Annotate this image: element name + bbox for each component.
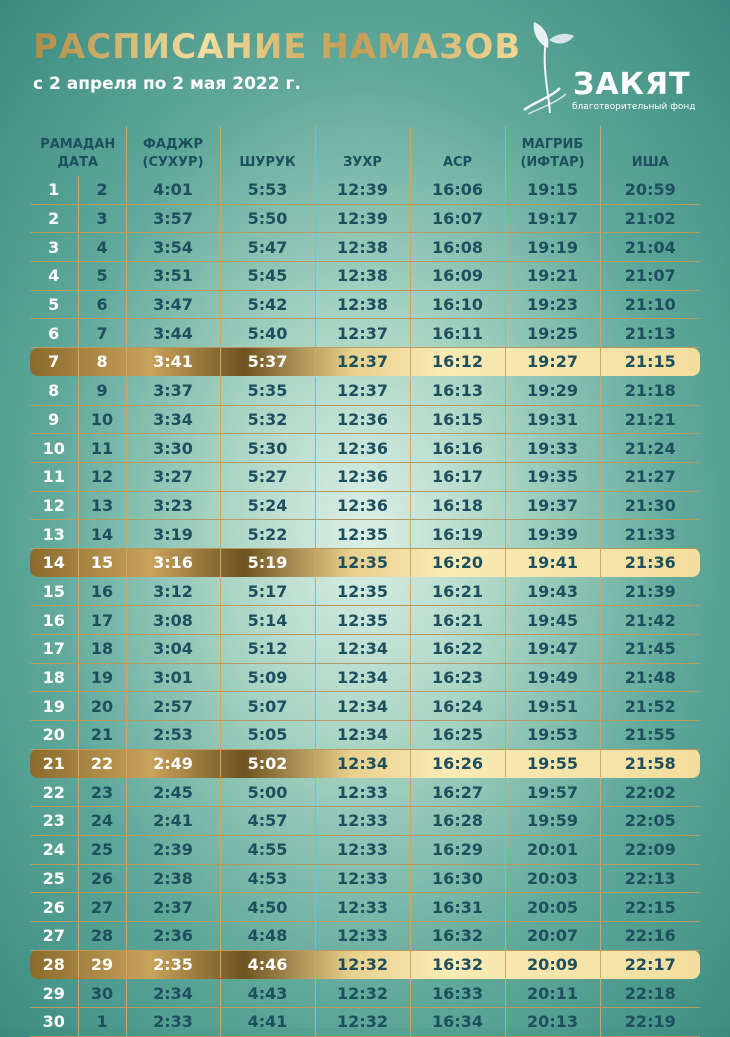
cell-zuhr: 12:33 bbox=[315, 921, 410, 950]
cell-zuhr: 12:36 bbox=[315, 434, 410, 463]
cell-fajr: 2:39 bbox=[126, 835, 220, 864]
cell-ramadan: 4 bbox=[30, 262, 78, 291]
cell-fajr: 3:12 bbox=[126, 577, 220, 606]
cell-shuruk: 4:43 bbox=[220, 979, 315, 1008]
cell-fajr: 3:44 bbox=[126, 319, 220, 348]
cell-shuruk: 5:02 bbox=[220, 749, 315, 778]
cell-shuruk: 5:22 bbox=[220, 520, 315, 549]
cell-shuruk: 5:09 bbox=[220, 663, 315, 692]
cell-ramadan: 17 bbox=[30, 635, 78, 664]
cell-ramadan: 1 bbox=[30, 176, 78, 204]
table-row bbox=[30, 319, 700, 348]
cell-shuruk: 5:14 bbox=[220, 606, 315, 635]
cell-date: 22 bbox=[78, 749, 126, 778]
cell-date: 6 bbox=[78, 290, 126, 319]
cell-ramadan: 12 bbox=[30, 491, 78, 520]
cell-zuhr: 12:34 bbox=[315, 692, 410, 721]
cell-isha: 21:24 bbox=[600, 434, 700, 463]
cell-shuruk: 5:12 bbox=[220, 635, 315, 664]
cell-date: 4 bbox=[78, 233, 126, 262]
cell-fajr: 2:41 bbox=[126, 807, 220, 836]
cell-isha: 21:55 bbox=[600, 721, 700, 750]
cell-zuhr: 12:32 bbox=[315, 979, 410, 1008]
cell-asr: 16:32 bbox=[410, 950, 505, 979]
cell-zuhr: 12:35 bbox=[315, 577, 410, 606]
cell-zuhr: 12:35 bbox=[315, 520, 410, 549]
cell-asr: 16:33 bbox=[410, 979, 505, 1008]
table-body bbox=[30, 176, 700, 1036]
cell-isha: 22:05 bbox=[600, 807, 700, 836]
cell-zuhr: 12:38 bbox=[315, 290, 410, 319]
cell-asr: 16:11 bbox=[410, 319, 505, 348]
cell-ramadan: 5 bbox=[30, 290, 78, 319]
cell-zuhr: 12:39 bbox=[315, 204, 410, 233]
table-row bbox=[30, 721, 700, 750]
cell-date: 8 bbox=[78, 348, 126, 377]
cell-isha: 21:27 bbox=[600, 462, 700, 491]
table-row bbox=[30, 893, 700, 922]
cell-fajr: 2:53 bbox=[126, 721, 220, 750]
cell-isha: 20:59 bbox=[600, 176, 700, 204]
cell-shuruk: 5:50 bbox=[220, 204, 315, 233]
cell-asr: 16:31 bbox=[410, 893, 505, 922]
cell-fajr: 3:08 bbox=[126, 606, 220, 635]
header-shuruk: ШУРУК bbox=[220, 126, 315, 176]
cell-date: 18 bbox=[78, 635, 126, 664]
date-range-subtitle: с 2 апреля по 2 мая 2022 г. bbox=[33, 74, 301, 94]
cell-ramadan: 26 bbox=[30, 893, 78, 922]
header-isha: ИША bbox=[600, 126, 700, 176]
table-row bbox=[30, 663, 700, 692]
cell-zuhr: 12:32 bbox=[315, 1007, 410, 1036]
header-fajr: ФАДЖР (СУХУР) bbox=[126, 126, 220, 176]
cell-zuhr: 12:35 bbox=[315, 606, 410, 635]
cell-shuruk: 4:46 bbox=[220, 950, 315, 979]
table-row bbox=[30, 635, 700, 664]
cell-asr: 16:20 bbox=[410, 548, 505, 577]
cell-date: 12 bbox=[78, 462, 126, 491]
cell-date: 13 bbox=[78, 491, 126, 520]
cell-ramadan: 7 bbox=[48, 352, 60, 372]
cell-shuruk: 4:50 bbox=[220, 893, 315, 922]
cell-fajr: 3:04 bbox=[126, 635, 220, 664]
cell-asr: 16:07 bbox=[410, 204, 505, 233]
cell-asr: 16:21 bbox=[410, 606, 505, 635]
cell-ramadan: 29 bbox=[30, 979, 78, 1008]
cell-maghrib: 19:29 bbox=[505, 376, 600, 405]
cell-zuhr: 12:34 bbox=[315, 749, 410, 778]
cell-fajr: 2:57 bbox=[126, 692, 220, 721]
cell-date: 27 bbox=[78, 893, 126, 922]
cell-shuruk: 4:55 bbox=[220, 835, 315, 864]
cell-shuruk: 5:07 bbox=[220, 692, 315, 721]
cell-asr: 16:08 bbox=[410, 233, 505, 262]
cell-shuruk: 4:41 bbox=[220, 1007, 315, 1036]
cell-date: 23 bbox=[78, 778, 126, 807]
cell-date: 29 bbox=[78, 950, 126, 979]
zakyat-logo bbox=[520, 18, 710, 118]
cell-date: 9 bbox=[78, 376, 126, 405]
table-row bbox=[30, 692, 700, 721]
cell-zuhr: 12:34 bbox=[315, 663, 410, 692]
cell-maghrib: 20:09 bbox=[505, 950, 600, 979]
cell-zuhr: 12:32 bbox=[315, 950, 410, 979]
highlighted-table-row bbox=[30, 548, 700, 577]
cell-asr: 16:29 bbox=[410, 835, 505, 864]
cell-fajr: 3:19 bbox=[126, 520, 220, 549]
cell-isha: 22:15 bbox=[600, 893, 700, 922]
cell-maghrib: 19:25 bbox=[505, 319, 600, 348]
cell-isha: 21:10 bbox=[600, 290, 700, 319]
table-row bbox=[30, 1007, 700, 1036]
cell-date: 16 bbox=[78, 577, 126, 606]
cell-ramadan: 27 bbox=[30, 921, 78, 950]
cell-isha: 22:17 bbox=[600, 950, 700, 979]
table-row bbox=[30, 262, 700, 291]
header-zuhr: ЗУХР bbox=[315, 126, 410, 176]
table-row bbox=[30, 864, 700, 893]
cell-isha: 22:18 bbox=[600, 979, 700, 1008]
cell-zuhr: 12:35 bbox=[315, 548, 410, 577]
cell-isha: 21:52 bbox=[600, 692, 700, 721]
cell-zuhr: 12:36 bbox=[315, 405, 410, 434]
cell-maghrib: 19:41 bbox=[505, 548, 600, 577]
cell-maghrib: 19:17 bbox=[505, 204, 600, 233]
cell-date: 30 bbox=[78, 979, 126, 1008]
cell-ramadan: 22 bbox=[30, 778, 78, 807]
cell-isha: 22:19 bbox=[600, 1007, 700, 1036]
cell-isha: 22:09 bbox=[600, 835, 700, 864]
highlighted-table-row bbox=[30, 348, 700, 377]
cell-date: 17 bbox=[78, 606, 126, 635]
table-row bbox=[30, 462, 700, 491]
cell-date: 5 bbox=[78, 262, 126, 291]
cell-zuhr: 12:33 bbox=[315, 807, 410, 836]
cell-maghrib: 19:21 bbox=[505, 262, 600, 291]
cell-asr: 16:27 bbox=[410, 778, 505, 807]
cell-fajr: 2:33 bbox=[126, 1007, 220, 1036]
cell-isha: 21:30 bbox=[600, 491, 700, 520]
cell-zuhr: 12:39 bbox=[315, 176, 410, 204]
cell-isha: 21:15 bbox=[600, 348, 700, 377]
cell-shuruk: 5:35 bbox=[220, 376, 315, 405]
highlighted-table-row bbox=[30, 950, 700, 979]
cell-date: 21 bbox=[78, 721, 126, 750]
cell-fajr: 3:01 bbox=[126, 663, 220, 692]
cell-ramadan: 18 bbox=[30, 663, 78, 692]
cell-fajr: 3:30 bbox=[126, 434, 220, 463]
cell-zuhr: 12:37 bbox=[315, 376, 410, 405]
header-maghrib: МАГРИБ (ИФТАР) bbox=[505, 126, 600, 176]
cell-shuruk: 4:57 bbox=[220, 807, 315, 836]
cell-ramadan: 2 bbox=[30, 204, 78, 233]
cell-fajr: 3:16 bbox=[126, 548, 220, 577]
cell-isha: 21:36 bbox=[600, 548, 700, 577]
cell-shuruk: 5:42 bbox=[220, 290, 315, 319]
cell-shuruk: 5:17 bbox=[220, 577, 315, 606]
table-row bbox=[30, 434, 700, 463]
highlighted-table-row bbox=[30, 749, 700, 778]
cell-zuhr: 12:38 bbox=[315, 233, 410, 262]
cell-asr: 16:22 bbox=[410, 635, 505, 664]
cell-date: 15 bbox=[78, 548, 126, 577]
cell-ramadan: 9 bbox=[30, 405, 78, 434]
cell-fajr: 2:34 bbox=[126, 979, 220, 1008]
logo-tagline: благотворительный фонд bbox=[572, 102, 696, 112]
prayer-schedule-table bbox=[30, 126, 700, 1037]
cell-date: 25 bbox=[78, 835, 126, 864]
sprout-leaf-icon bbox=[520, 18, 580, 118]
cell-isha: 22:13 bbox=[600, 864, 700, 893]
cell-ramadan: 13 bbox=[30, 520, 78, 549]
cell-shuruk: 5:00 bbox=[220, 778, 315, 807]
cell-isha: 21:07 bbox=[600, 262, 700, 291]
table-row bbox=[30, 376, 700, 405]
cell-zuhr: 12:34 bbox=[315, 721, 410, 750]
cell-asr: 16:09 bbox=[410, 262, 505, 291]
cell-ramadan: 3 bbox=[30, 233, 78, 262]
cell-fajr: 3:47 bbox=[126, 290, 220, 319]
table-row bbox=[30, 979, 700, 1008]
page-title: РАСПИСАНИЕ НАМАЗОВ bbox=[33, 27, 522, 67]
cell-ramadan: 30 bbox=[30, 1007, 78, 1036]
cell-ramadan: 20 bbox=[30, 721, 78, 750]
cell-asr: 16:25 bbox=[410, 721, 505, 750]
cell-date: 19 bbox=[78, 663, 126, 692]
table-row bbox=[30, 577, 700, 606]
cell-zuhr: 12:38 bbox=[315, 262, 410, 291]
cell-asr: 16:17 bbox=[410, 462, 505, 491]
cell-maghrib: 19:55 bbox=[505, 749, 600, 778]
cell-asr: 16:28 bbox=[410, 807, 505, 836]
cell-maghrib: 19:31 bbox=[505, 405, 600, 434]
cell-shuruk: 5:40 bbox=[220, 319, 315, 348]
cell-maghrib: 19:59 bbox=[505, 807, 600, 836]
cell-asr: 16:15 bbox=[410, 405, 505, 434]
cell-ramadan: 21 bbox=[42, 754, 65, 774]
cell-zuhr: 12:36 bbox=[315, 462, 410, 491]
logo-name: ЗАКЯТ bbox=[573, 67, 691, 102]
cell-ramadan: 28 bbox=[42, 954, 65, 974]
cell-asr: 16:23 bbox=[410, 663, 505, 692]
cell-zuhr: 12:36 bbox=[315, 491, 410, 520]
cell-zuhr: 12:37 bbox=[315, 348, 410, 377]
cell-asr: 16:30 bbox=[410, 864, 505, 893]
cell-isha: 21:33 bbox=[600, 520, 700, 549]
cell-maghrib: 19:19 bbox=[505, 233, 600, 262]
table-header-row bbox=[30, 126, 700, 176]
cell-ramadan: 14 bbox=[42, 553, 65, 573]
cell-maghrib: 19:57 bbox=[505, 778, 600, 807]
cell-fajr: 3:51 bbox=[126, 262, 220, 291]
cell-maghrib: 20:13 bbox=[505, 1007, 600, 1036]
table-row bbox=[30, 204, 700, 233]
cell-fajr: 3:34 bbox=[126, 405, 220, 434]
cell-zuhr: 12:33 bbox=[315, 778, 410, 807]
cell-maghrib: 19:53 bbox=[505, 721, 600, 750]
cell-date: 7 bbox=[78, 319, 126, 348]
cell-isha: 21:48 bbox=[600, 663, 700, 692]
cell-shuruk: 5:19 bbox=[220, 548, 315, 577]
cell-maghrib: 20:07 bbox=[505, 921, 600, 950]
cell-asr: 16:19 bbox=[410, 520, 505, 549]
cell-asr: 16:21 bbox=[410, 577, 505, 606]
cell-zuhr: 12:33 bbox=[315, 893, 410, 922]
cell-isha: 22:02 bbox=[600, 778, 700, 807]
cell-ramadan: 8 bbox=[30, 376, 78, 405]
cell-zuhr: 12:33 bbox=[315, 835, 410, 864]
cell-maghrib: 19:15 bbox=[505, 176, 600, 204]
cell-isha: 22:16 bbox=[600, 921, 700, 950]
cell-ramadan: 24 bbox=[30, 835, 78, 864]
header-asr: АСР bbox=[410, 126, 505, 176]
cell-fajr: 2:35 bbox=[126, 950, 220, 979]
cell-maghrib: 20:03 bbox=[505, 864, 600, 893]
cell-date: 2 bbox=[78, 176, 126, 204]
cell-fajr: 2:37 bbox=[126, 893, 220, 922]
cell-ramadan: 10 bbox=[30, 434, 78, 463]
cell-maghrib: 19:33 bbox=[505, 434, 600, 463]
cell-maghrib: 19:45 bbox=[505, 606, 600, 635]
table-row bbox=[30, 520, 700, 549]
cell-fajr: 3:41 bbox=[126, 348, 220, 377]
cell-asr: 16:32 bbox=[410, 921, 505, 950]
table-row bbox=[30, 491, 700, 520]
cell-maghrib: 19:35 bbox=[505, 462, 600, 491]
table-row bbox=[30, 405, 700, 434]
cell-maghrib: 19:39 bbox=[505, 520, 600, 549]
header-ramadan: РАМАДАН bbox=[40, 137, 116, 152]
cell-fajr: 3:57 bbox=[126, 204, 220, 233]
cell-asr: 16:12 bbox=[410, 348, 505, 377]
cell-date: 11 bbox=[78, 434, 126, 463]
cell-fajr: 3:23 bbox=[126, 491, 220, 520]
cell-isha: 21:02 bbox=[600, 204, 700, 233]
table-row bbox=[30, 606, 700, 635]
cell-ramadan: 6 bbox=[30, 319, 78, 348]
cell-maghrib: 20:05 bbox=[505, 893, 600, 922]
table-row bbox=[30, 807, 700, 836]
cell-maghrib: 19:23 bbox=[505, 290, 600, 319]
cell-date: 28 bbox=[78, 921, 126, 950]
cell-fajr: 2:45 bbox=[126, 778, 220, 807]
cell-shuruk: 5:30 bbox=[220, 434, 315, 463]
table-row bbox=[30, 835, 700, 864]
cell-shuruk: 5:47 bbox=[220, 233, 315, 262]
header-date: ДАТА bbox=[57, 155, 99, 170]
header-ramadan-date bbox=[30, 126, 126, 176]
cell-isha: 21:39 bbox=[600, 577, 700, 606]
cell-isha: 21:45 bbox=[600, 635, 700, 664]
cell-asr: 16:13 bbox=[410, 376, 505, 405]
cell-shuruk: 5:05 bbox=[220, 721, 315, 750]
cell-asr: 16:26 bbox=[410, 749, 505, 778]
cell-isha: 21:13 bbox=[600, 319, 700, 348]
cell-asr: 16:18 bbox=[410, 491, 505, 520]
cell-fajr: 4:01 bbox=[126, 176, 220, 204]
table-row bbox=[30, 176, 700, 204]
cell-date: 24 bbox=[78, 807, 126, 836]
cell-maghrib: 19:37 bbox=[505, 491, 600, 520]
cell-ramadan: 25 bbox=[30, 864, 78, 893]
cell-isha: 21:21 bbox=[600, 405, 700, 434]
cell-zuhr: 12:34 bbox=[315, 635, 410, 664]
table-row bbox=[30, 778, 700, 807]
cell-shuruk: 5:45 bbox=[220, 262, 315, 291]
cell-ramadan: 11 bbox=[30, 462, 78, 491]
cell-shuruk: 4:53 bbox=[220, 864, 315, 893]
cell-date: 26 bbox=[78, 864, 126, 893]
cell-isha: 21:58 bbox=[600, 749, 700, 778]
table-row bbox=[30, 921, 700, 950]
cell-maghrib: 20:11 bbox=[505, 979, 600, 1008]
cell-isha: 21:04 bbox=[600, 233, 700, 262]
cell-fajr: 2:49 bbox=[126, 749, 220, 778]
cell-maghrib: 19:47 bbox=[505, 635, 600, 664]
cell-fajr: 3:37 bbox=[126, 376, 220, 405]
cell-date: 1 bbox=[78, 1007, 126, 1036]
cell-asr: 16:06 bbox=[410, 176, 505, 204]
cell-shuruk: 5:37 bbox=[220, 348, 315, 377]
cell-shuruk: 5:53 bbox=[220, 176, 315, 204]
cell-asr: 16:10 bbox=[410, 290, 505, 319]
cell-fajr: 2:36 bbox=[126, 921, 220, 950]
cell-isha: 21:42 bbox=[600, 606, 700, 635]
table-row bbox=[30, 290, 700, 319]
cell-shuruk: 5:27 bbox=[220, 462, 315, 491]
cell-fajr: 3:54 bbox=[126, 233, 220, 262]
cell-asr: 16:16 bbox=[410, 434, 505, 463]
cell-fajr: 3:27 bbox=[126, 462, 220, 491]
cell-ramadan: 15 bbox=[30, 577, 78, 606]
cell-date: 10 bbox=[78, 405, 126, 434]
cell-ramadan: 16 bbox=[30, 606, 78, 635]
cell-maghrib: 19:49 bbox=[505, 663, 600, 692]
cell-asr: 16:34 bbox=[410, 1007, 505, 1036]
cell-maghrib: 19:43 bbox=[505, 577, 600, 606]
cell-shuruk: 5:32 bbox=[220, 405, 315, 434]
cell-shuruk: 4:48 bbox=[220, 921, 315, 950]
cell-zuhr: 12:37 bbox=[315, 319, 410, 348]
cell-maghrib: 19:51 bbox=[505, 692, 600, 721]
cell-date: 20 bbox=[78, 692, 126, 721]
cell-date: 3 bbox=[78, 204, 126, 233]
cell-asr: 16:24 bbox=[410, 692, 505, 721]
cell-shuruk: 5:24 bbox=[220, 491, 315, 520]
cell-zuhr: 12:33 bbox=[315, 864, 410, 893]
table-row bbox=[30, 233, 700, 262]
cell-isha: 21:18 bbox=[600, 376, 700, 405]
cell-date: 14 bbox=[78, 520, 126, 549]
cell-maghrib: 20:01 bbox=[505, 835, 600, 864]
cell-ramadan: 19 bbox=[30, 692, 78, 721]
cell-maghrib: 19:27 bbox=[505, 348, 600, 377]
cell-fajr: 2:38 bbox=[126, 864, 220, 893]
cell-ramadan: 23 bbox=[30, 807, 78, 836]
